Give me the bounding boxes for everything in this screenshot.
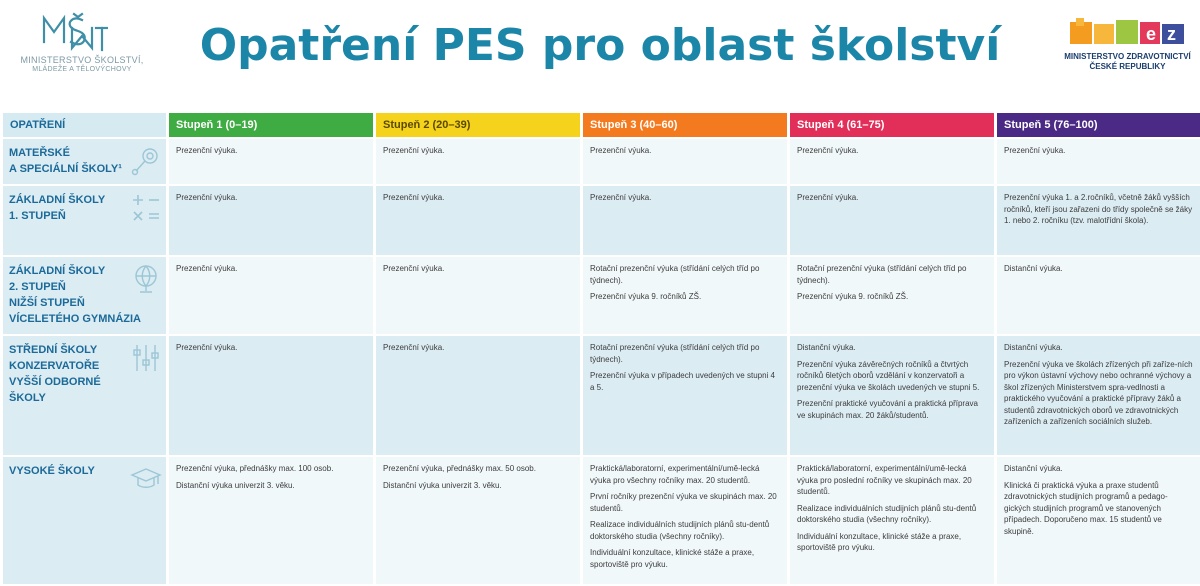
math-symbols-icon — [130, 192, 162, 224]
row-header — [3, 186, 166, 255]
msmt-name-line2: MLÁDEŽE A TĚLOVÝCHOVY — [32, 66, 132, 73]
table-cell-level-4 — [790, 186, 994, 255]
table-cell-level-5 — [997, 457, 1200, 584]
row-header-line: A SPECIÁLNÍ ŠKOLY¹ — [9, 163, 122, 175]
mzcr-name-line2: ČESKÉ REPUBLIKY — [1089, 62, 1166, 71]
cell-paragraph: Individuální konzultace, klinické stáže a praxe, sportoviště pro výuku. — [797, 531, 962, 552]
row-header — [3, 336, 166, 455]
cell-paragraph: Distanční výuka. — [1004, 464, 1063, 473]
globe-icon — [130, 263, 162, 295]
mzcr-logo — [1060, 14, 1195, 84]
table-cell-level-3 — [583, 336, 787, 455]
mzcr-name-line1: MINISTERSTVO ZDRAVOTNICTVÍ — [1064, 52, 1191, 61]
cell-paragraph: Prezenční výuka v případech uvedených ve stupni 4 a 5. — [590, 371, 775, 392]
cell-paragraph: Prezenční výuka závěrečných ročníků a čtvrtých ročníků 6letých oborů vzdělání v konzervatoři a prezenční výuka ve školách uvedených ve stupni 5. — [797, 359, 980, 392]
row-header-line: ŠKOLY — [9, 392, 46, 404]
svg-text:e: e — [1146, 24, 1157, 44]
measures-table — [0, 111, 1200, 586]
table-cell-level-5 — [997, 336, 1200, 455]
graduation-cap-icon — [130, 463, 162, 495]
cell-paragraph: Realizace individuálních studijních plánů stu-dentů doktorského studia (všechny ročníky). — [797, 503, 977, 524]
table-cell-level-5 — [997, 186, 1200, 255]
cell-paragraph: Distanční výuka. — [1004, 343, 1063, 352]
table-cell-level-4 — [790, 139, 994, 184]
page-header — [0, 0, 1200, 110]
cell-paragraph: Rotační prezenční výuka (střídání celých tříd po týdnech). — [590, 343, 760, 364]
row-header-line: NIŽŠÍ STUPEŇ — [9, 297, 85, 309]
column-header-level-5: Stupeň 5 (76–100) — [997, 113, 1200, 137]
cell-paragraph: Prezenční výuka. — [176, 264, 238, 273]
cell-paragraph: Prezenční výuka. — [590, 146, 652, 155]
table-cell-level-2 — [376, 336, 580, 455]
table-cell-level-1 — [169, 336, 373, 455]
cell-paragraph: Distanční výuka. — [1004, 264, 1063, 273]
column-header-level-3: Stupeň 3 (40–60) — [583, 113, 787, 137]
cell-paragraph: Prezenční výuka, přednášky max. 100 osob. — [176, 464, 334, 473]
table-cell-level-1 — [169, 139, 373, 184]
cell-paragraph: Rotační prezenční výuka (střídání celých tříd po týdnech). — [797, 264, 967, 285]
table-row — [3, 139, 1200, 184]
cell-paragraph: První ročníky prezenční výuka ve skupinách max. 20 studentů. — [590, 492, 777, 513]
cell-paragraph: Prezenční praktické vyučování a praktická příprava ve skupinách max. 20 žáků/studentů. — [797, 399, 978, 420]
row-header — [3, 139, 166, 184]
cell-paragraph: Prezenční výuka. — [383, 343, 445, 352]
cell-paragraph: Klinická či praktická výuka a praxe studentů zdravotnických studijních programů a pedago-gických studijních programů ve stanovených případech. Doporučeno max. 15 studentů ve skupině. — [1004, 480, 1168, 536]
page-title: Opatření PES pro oblast školství — [199, 20, 1001, 71]
row-header — [3, 457, 166, 584]
table-row — [3, 257, 1200, 334]
cell-paragraph: Prezenční výuka 9. ročníků ZŠ. — [590, 292, 702, 301]
cell-paragraph: Prezenční výuka. — [383, 264, 445, 273]
svg-text:z: z — [1167, 24, 1176, 44]
row-header-line: 1. STUPEŇ — [9, 210, 66, 222]
table-cell-level-3 — [583, 457, 787, 584]
cell-paragraph: Distanční výuka. — [797, 343, 856, 352]
mzcr-name — [1060, 52, 1195, 72]
cell-paragraph: Prezenční výuka. — [383, 146, 445, 155]
cell-paragraph: Distanční výuka univerzit 3. věku. — [176, 480, 295, 490]
cell-paragraph: Realizace individuálních studijních plánů stu-dentů doktorského studia (všechny ročníky). — [590, 520, 770, 541]
cell-paragraph: Prezenční výuka. — [176, 343, 238, 352]
row-header-line: MATEŘSKÉ — [9, 147, 70, 159]
table-cell-level-4 — [790, 457, 994, 584]
table-cell-level-1 — [169, 186, 373, 255]
table-cell-level-3 — [583, 186, 787, 255]
row-header-line: VYSOKÉ ŠKOLY — [9, 465, 95, 477]
table-cell-level-2 — [376, 186, 580, 255]
column-header-level-1: Stupeň 1 (0–19) — [169, 113, 373, 137]
row-header-line: ZÁKLADNÍ ŠKOLY — [9, 194, 106, 206]
cell-paragraph: Individuální konzultace, klinické stáže a praxe, sportoviště pro výuku. — [590, 548, 755, 569]
table-cell-level-4 — [790, 257, 994, 334]
table-cell-level-5 — [997, 257, 1200, 334]
row-header-line: ZÁKLADNÍ ŠKOLY — [9, 265, 106, 277]
column-header-level-2 — [376, 113, 580, 137]
cell-paragraph: Prezenční výuka 1. a 2.ročníků, včetně žáků vyšších ročníků, kteří jsou zařazeni do třídy společně se žáky 1. nebo 2. ročníku (tzv. malotřídní škola). — [1004, 193, 1193, 225]
table-row — [3, 457, 1200, 584]
table-cell-level-4 — [790, 336, 994, 455]
table-row — [3, 336, 1200, 455]
table-cell-level-2 — [376, 257, 580, 334]
cell-paragraph: Rotační prezenční výuka (střídání celých tříd po týdnech). — [590, 264, 760, 285]
mixer-sliders-icon — [130, 342, 162, 374]
column-header-level-2-label: Stupeň 2 (20–39) — [383, 119, 471, 131]
table-cell-level-1 — [169, 257, 373, 334]
cell-paragraph: Praktická/laboratorní, experimentální/umě-lecká výuka pro poslední ročníky ve skupinách max. 20 studentů. — [797, 464, 972, 496]
table-cell-level-1 — [169, 457, 373, 584]
column-header-measures: OPATŘENÍ — [3, 113, 166, 137]
cell-paragraph: Prezenční výuka. — [797, 193, 859, 202]
table-body — [3, 139, 1200, 584]
table-row — [3, 186, 1200, 255]
cell-paragraph: Prezenční výuka. — [383, 193, 445, 202]
table-cell-level-5 — [997, 139, 1200, 184]
table-cell-level-2 — [376, 139, 580, 184]
table-cell-level-3 — [583, 139, 787, 184]
cell-paragraph: Prezenční výuka. — [797, 146, 859, 155]
cell-paragraph: Prezenční výuka. — [590, 193, 652, 202]
row-header-line: KONZERVATOŘE — [9, 360, 100, 372]
toy-rattle-icon — [130, 145, 162, 177]
cell-paragraph: Prezenční výuka. — [1004, 146, 1066, 155]
table-cell-level-3 — [583, 257, 787, 334]
cell-paragraph: Distanční výuka univerzit 3. věku. — [383, 480, 502, 490]
row-header — [3, 257, 166, 334]
table-cell-level-2 — [376, 457, 580, 584]
column-header-level-4: Stupeň 4 (61–75) — [790, 113, 994, 137]
cell-paragraph: Prezenční výuka, přednášky max. 50 osob. — [383, 464, 536, 473]
cell-paragraph: Prezenční výuka ve školách zřízených při zaříze-ních pro výkon ústavní výchovy nebo ochranné výchovy a škol zřízených Ministerstvem spra-vedlnosti a praktického vyučování a praktické přípravy žáků a studentů zdravotnických oborů ve zdravotnických zařízeních a zařízeních sociálních služeb. — [1004, 359, 1193, 426]
msmt-name-line1: MINISTERSTVO ŠKOLSTVÍ, — [20, 55, 144, 65]
row-header-line: VÍCELETÉHO GYMNÁZIA — [9, 313, 142, 325]
mzcr-logo-mark — [1068, 14, 1188, 48]
row-header-line: 2. STUPEŇ — [9, 281, 66, 293]
cell-paragraph: Prezenční výuka. — [176, 193, 238, 202]
row-header-line: VYŠŠÍ ODBORNÉ — [9, 376, 101, 388]
row-header-line: STŘEDNÍ ŠKOLY — [9, 344, 98, 356]
table-header-row — [3, 113, 1200, 137]
cell-paragraph: Prezenční výuka 9. ročníků ZŠ. — [797, 292, 909, 301]
cell-paragraph: Praktická/laboratorní, experimentální/umě-lecká výuka pro všechny ročníky max. 20 studentů. — [590, 464, 760, 485]
cell-paragraph: Prezenční výuka. — [176, 146, 238, 155]
